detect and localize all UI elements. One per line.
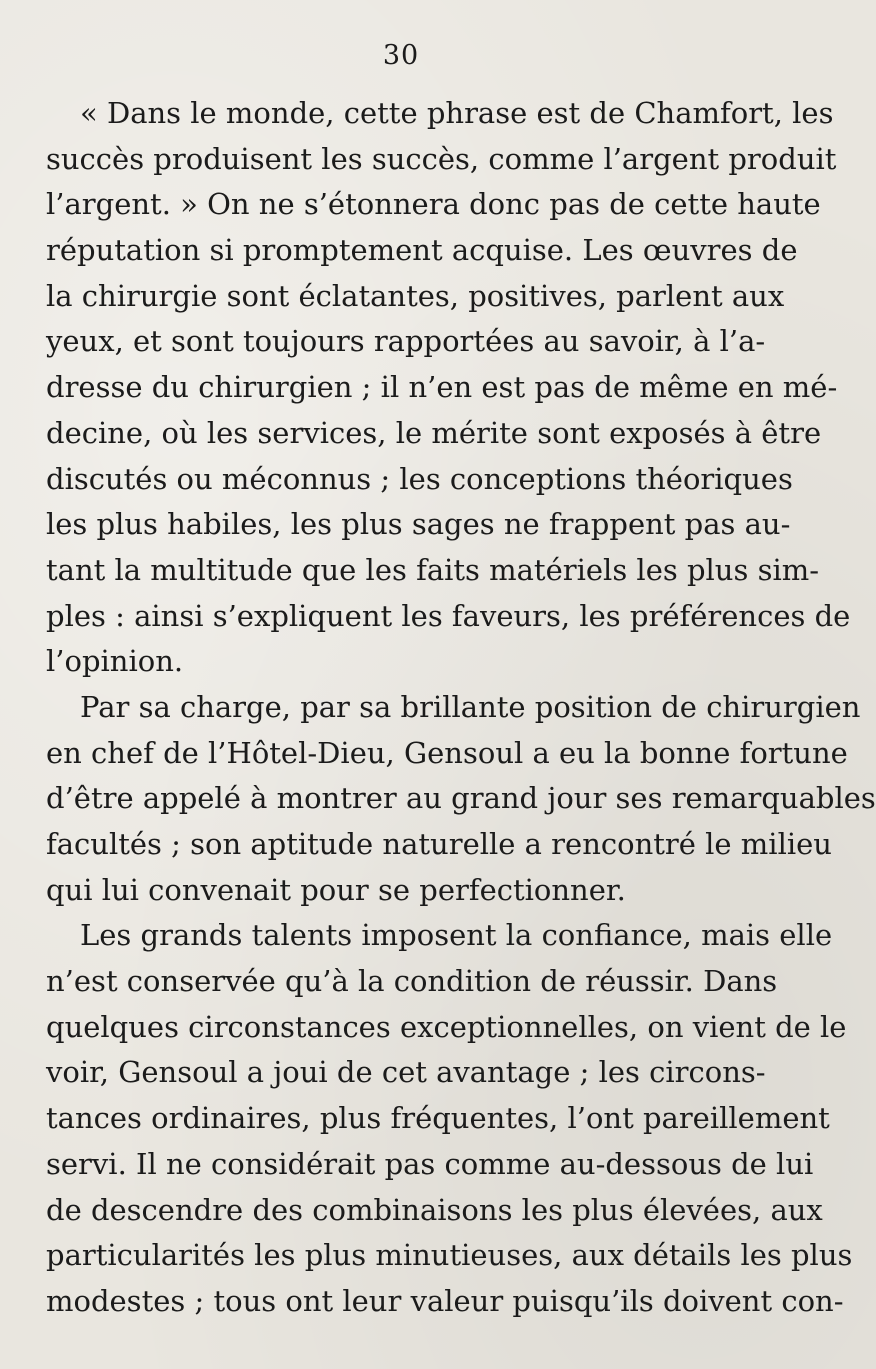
text-line: Les grands talents imposent la confiance, mais elle: [80, 918, 833, 953]
text-line: particularités les plus minutieuses, aux détails les plus: [46, 1238, 853, 1273]
text-line: quelques circonstances exceptionnelles, on vient de le: [46, 1009, 847, 1044]
text-line: discutés ou méconnus ; les conceptions théoriques: [46, 461, 793, 496]
text-line: ples : ainsi s’expliquent les faveurs, les préférences de: [46, 598, 851, 633]
text-line: servi. Il ne considérait pas comme au-dessous de lui: [46, 1146, 814, 1181]
page-number: 30: [382, 40, 420, 71]
text-line: modestes ; tous ont leur valeur puisqu’ils doivent con-: [46, 1283, 844, 1318]
text-line: d’être appelé à montrer au grand jour ses remarquables: [46, 781, 876, 816]
paragraph-1: [46, 91, 851, 685]
text-line: n’est conservée qu’à la condition de réussir. Dans: [46, 964, 778, 999]
text-line: l’opinion.: [46, 644, 184, 679]
paragraph-2: [46, 685, 876, 913]
text-line: les plus habiles, les plus sages ne frappent pas au-: [46, 507, 791, 542]
text-line: dresse du chirurgien ; il n’en est pas de même en mé-: [46, 370, 838, 405]
text-line: voir, Gensoul a joui de cet avantage ; les circons-: [46, 1055, 766, 1090]
text-line: qui lui convenait pour se perfectionner.: [46, 872, 626, 907]
text-line: facultés ; son aptitude naturelle a rencontré le milieu: [46, 827, 832, 861]
text-line: de descendre des combinaisons les plus élevées, aux: [46, 1192, 823, 1227]
text-line: tances ordinaires, plus fréquentes, l’ont pareillement: [46, 1101, 830, 1136]
paragraph-3: [46, 913, 853, 1324]
text-line: decine, où les services, le mérite sont exposés à être: [46, 415, 822, 450]
text-line: l’argent. » On ne s’étonnera donc pas de cette haute: [46, 187, 821, 222]
text-line: réputation si promptement acquise. Les œuvres de: [46, 233, 798, 268]
text-line: en chef de l’Hôtel-Dieu, Gensoul a eu la bonne fortune: [46, 735, 848, 770]
text-line: succès produisent les succès, comme l’argent produit: [46, 141, 837, 176]
text-line: tant la multitude que les faits matériels les plus sim-: [46, 552, 820, 587]
text-line: yeux, et sont toujours rapportées au savoir, à l’a-: [46, 324, 766, 359]
text-line: Par sa charge, par sa brillante position de chirurgien: [80, 689, 861, 724]
text-line: « Dans le monde, cette phrase est de Chamfort, les: [80, 96, 834, 130]
text-line: la chirurgie sont éclatantes, positives, parlent aux: [46, 278, 785, 313]
